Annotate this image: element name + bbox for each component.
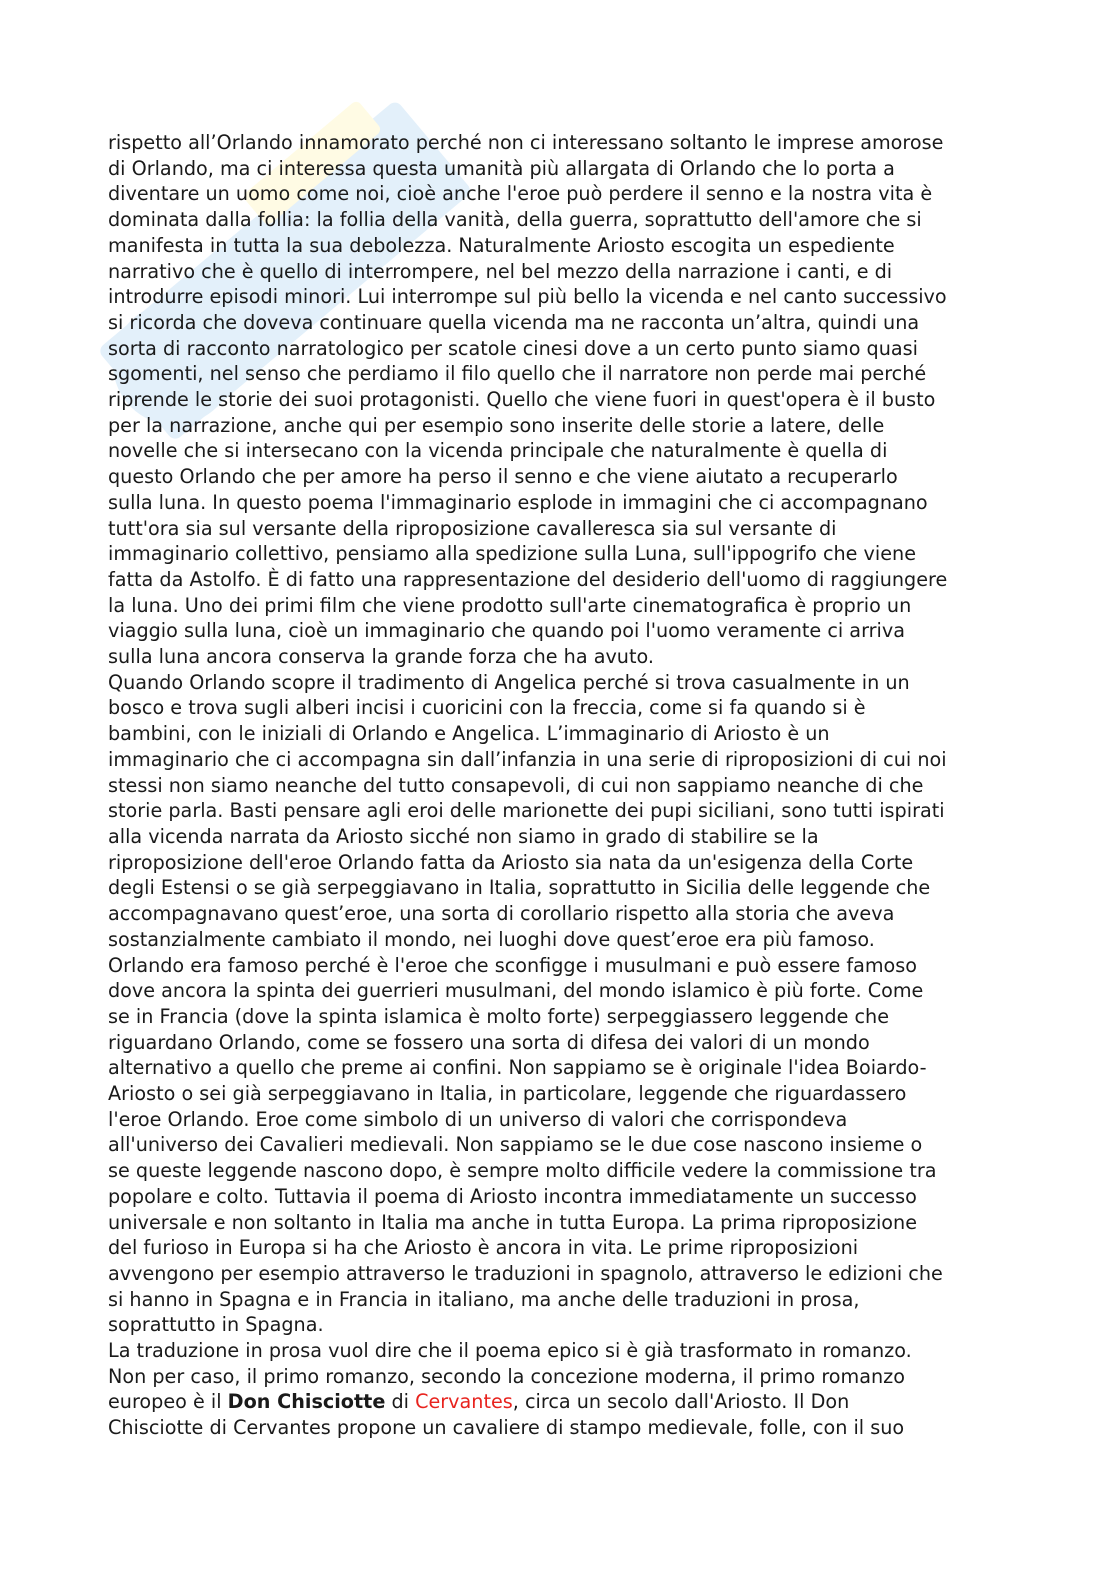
text-line: se in Francia (dove la spinta islamica è molto forte) serpeggiassero leggende che (108, 1004, 890, 1028)
text-line: si ricorda che doveva continuare quella vicenda ma ne racconta un’altra, quindi una (108, 310, 920, 334)
text-line: popolare e colto. Tuttavia il poema di Ariosto incontra immediatamente un successo (108, 1184, 917, 1208)
text-line: sostanzialmente cambiato il mondo, nei luoghi dove quest’eroe era più famoso. (108, 927, 875, 951)
text-line-don-chisciotte (108, 1389, 1008, 1415)
text-line: sgomenti, nel senso che perdiamo il filo quello che il narratore non perde mai perché (108, 362, 927, 386)
text-line: avvengono per esempio attraverso le traduzioni in spagnolo, attraverso le edizioni che (108, 1261, 943, 1285)
text-line: se queste leggende nascono dopo, è sempre molto difficile vedere la commissione tra (108, 1159, 937, 1183)
text-line: questo Orlando che per amore ha perso il senno e che viene aiutato a recuperarlo (108, 465, 898, 489)
text-line: fatta da Astolfo. È di fatto una rappresentazione del desiderio dell'uomo di raggiungere (108, 567, 948, 591)
text-line: Ariosto o sei già serpeggiavano in Italia, in particolare, leggende che riguardassero (108, 1082, 907, 1106)
text-line: dominata dalla follia: la follia della vanità, della guerra, soprattutto dell'amore che si (108, 208, 922, 232)
text-line: universale e non soltanto in Italia ma anche in tutta Europa. La prima riproposizione (108, 1210, 918, 1234)
text-line: all'universo dei Cavalieri medievali. Non sappiamo se le due cose nascono insieme o (108, 1133, 923, 1157)
text-line: viaggio sulla luna, cioè un immaginario che quando poi l'uomo veramente ci arriva (108, 619, 905, 643)
text-line: diventare un uomo come noi, cioè anche l'eroe può perdere il senno e la nostra vita è (108, 182, 933, 206)
text-segment: di (385, 1390, 416, 1414)
text-line: riguardano Orlando, come se fossero una sorta di difesa dei valori di un mondo (108, 1030, 870, 1054)
text-line: sulla luna ancora conserva la grande forza che ha avuto. (108, 645, 654, 669)
text-line: l'eroe Orlando. Eroe come simbolo di un universo di valori che corrispondeva (108, 1107, 848, 1131)
text-line: dove ancora la spinta dei guerrieri musulmani, del mondo islamico è più forte. Come (108, 979, 924, 1003)
text-line: storie parla. Basti pensare agli eroi delle marionette dei pupi siciliani, sono tutti ispirati (108, 799, 945, 823)
text-line: riprende le storie dei suoi protagonisti. Quello che viene fuori in quest'opera è il busto (108, 388, 936, 412)
text-line: alla vicenda narrata da Ariosto sicché non siamo in grado di stabilire se la (108, 824, 819, 848)
text-line: stessi non siamo neanche del tutto consapevoli, di cui non sappiamo neanche di che (108, 773, 924, 797)
text-line: di Orlando, ma ci interessa questa umanità più allargata di Orlando che lo porta a (108, 156, 895, 180)
text-line: Quando Orlando scopre il tradimento di Angelica perché si trova casualmente in un (108, 670, 910, 694)
text-line: Chisciotte di Cervantes propone un cavaliere di stampo medievale, folle, con il suo (108, 1416, 905, 1440)
text-line: introdurre episodi minori. Lui interrompe sul più bello la vicenda e nel canto successivo (108, 285, 947, 309)
text-line: novelle che si intersecano con la vicenda principale che naturalmente è quella di (108, 439, 888, 463)
text-line: tutt'ora sia sul versante della riproposizione cavalleresca sia sul versante di (108, 516, 837, 540)
text-line: bambini, con le iniziali di Orlando e Angelica. L’immaginario di Ariosto è un (108, 722, 830, 746)
text-line: si hanno in Spagna e in Francia in italiano, ma anche delle traduzioni in prosa, (108, 1287, 860, 1311)
text-segment: , circa un secolo dall'Ariosto. Il Don (512, 1390, 850, 1414)
text-line: bosco e trova sugli alberi incisi i cuoricini con la freccia, come si fa quando si è (108, 696, 866, 720)
document-body (108, 130, 1008, 1441)
text-line: immaginario collettivo, pensiamo alla spedizione sulla Luna, sull'ippogrifo che viene (108, 542, 917, 566)
text-line: accompagnavano quest’eroe, una sorta di corollario rispetto alla storia che aveva (108, 902, 895, 926)
text-line: riproposizione dell'eroe Orlando fatta da Ariosto sia nata da un'esigenza della Corte (108, 850, 914, 874)
text-line: del furioso in Europa si ha che Ariosto è ancora in vita. Le prime riproposizioni (108, 1236, 859, 1260)
text-line: sulla luna. In questo poema l'immaginario esplode in immagini che ci accompagnano (108, 490, 928, 514)
text-line: sorta di racconto narratologico per scatole cinesi dove a un certo punto siamo quasi (108, 336, 918, 360)
text-line: rispetto all’Orlando innamorato perché non ci interessano soltanto le imprese amorose (108, 131, 944, 154)
text-line: soprattutto in Spagna. (108, 1313, 324, 1337)
text-line: manifesta in tutta la sua debolezza. Naturalmente Ariosto escogita un espediente (108, 233, 895, 257)
book-title: Don Chisciotte (227, 1390, 386, 1414)
author-link-cervantes[interactable]: Cervantes (415, 1390, 513, 1414)
text-line: narrativo che è quello di interrompere, nel bel mezzo della narrazione i canti, e di (108, 259, 893, 283)
text-line: alternativo a quello che preme ai confini. Non sappiamo se è originale l'idea Boiardo- (108, 1056, 927, 1080)
text-segment: europeo è il (108, 1390, 228, 1414)
text-line: per la narrazione, anche qui per esempio sono inserite delle storie a latere, delle (108, 413, 885, 437)
text-line: Non per caso, il primo romanzo, secondo la concezione moderna, il primo romanzo (108, 1364, 905, 1388)
text-line: Orlando era famoso perché è l'eroe che sconfigge i musulmani e può essere famoso (108, 953, 918, 977)
text-line: La traduzione in prosa vuol dire che il poema epico si è già trasformato in romanzo. (108, 1339, 912, 1363)
text-line: la luna. Uno dei primi film che viene prodotto sull'arte cinematografica è proprio un (108, 593, 912, 617)
text-line: immaginario che ci accompagna sin dall’infanzia in una serie di riproposizioni di cui noi (108, 747, 947, 771)
text-line: degli Estensi o se già serpeggiavano in Italia, soprattutto in Sicilia delle leggende che (108, 876, 931, 900)
